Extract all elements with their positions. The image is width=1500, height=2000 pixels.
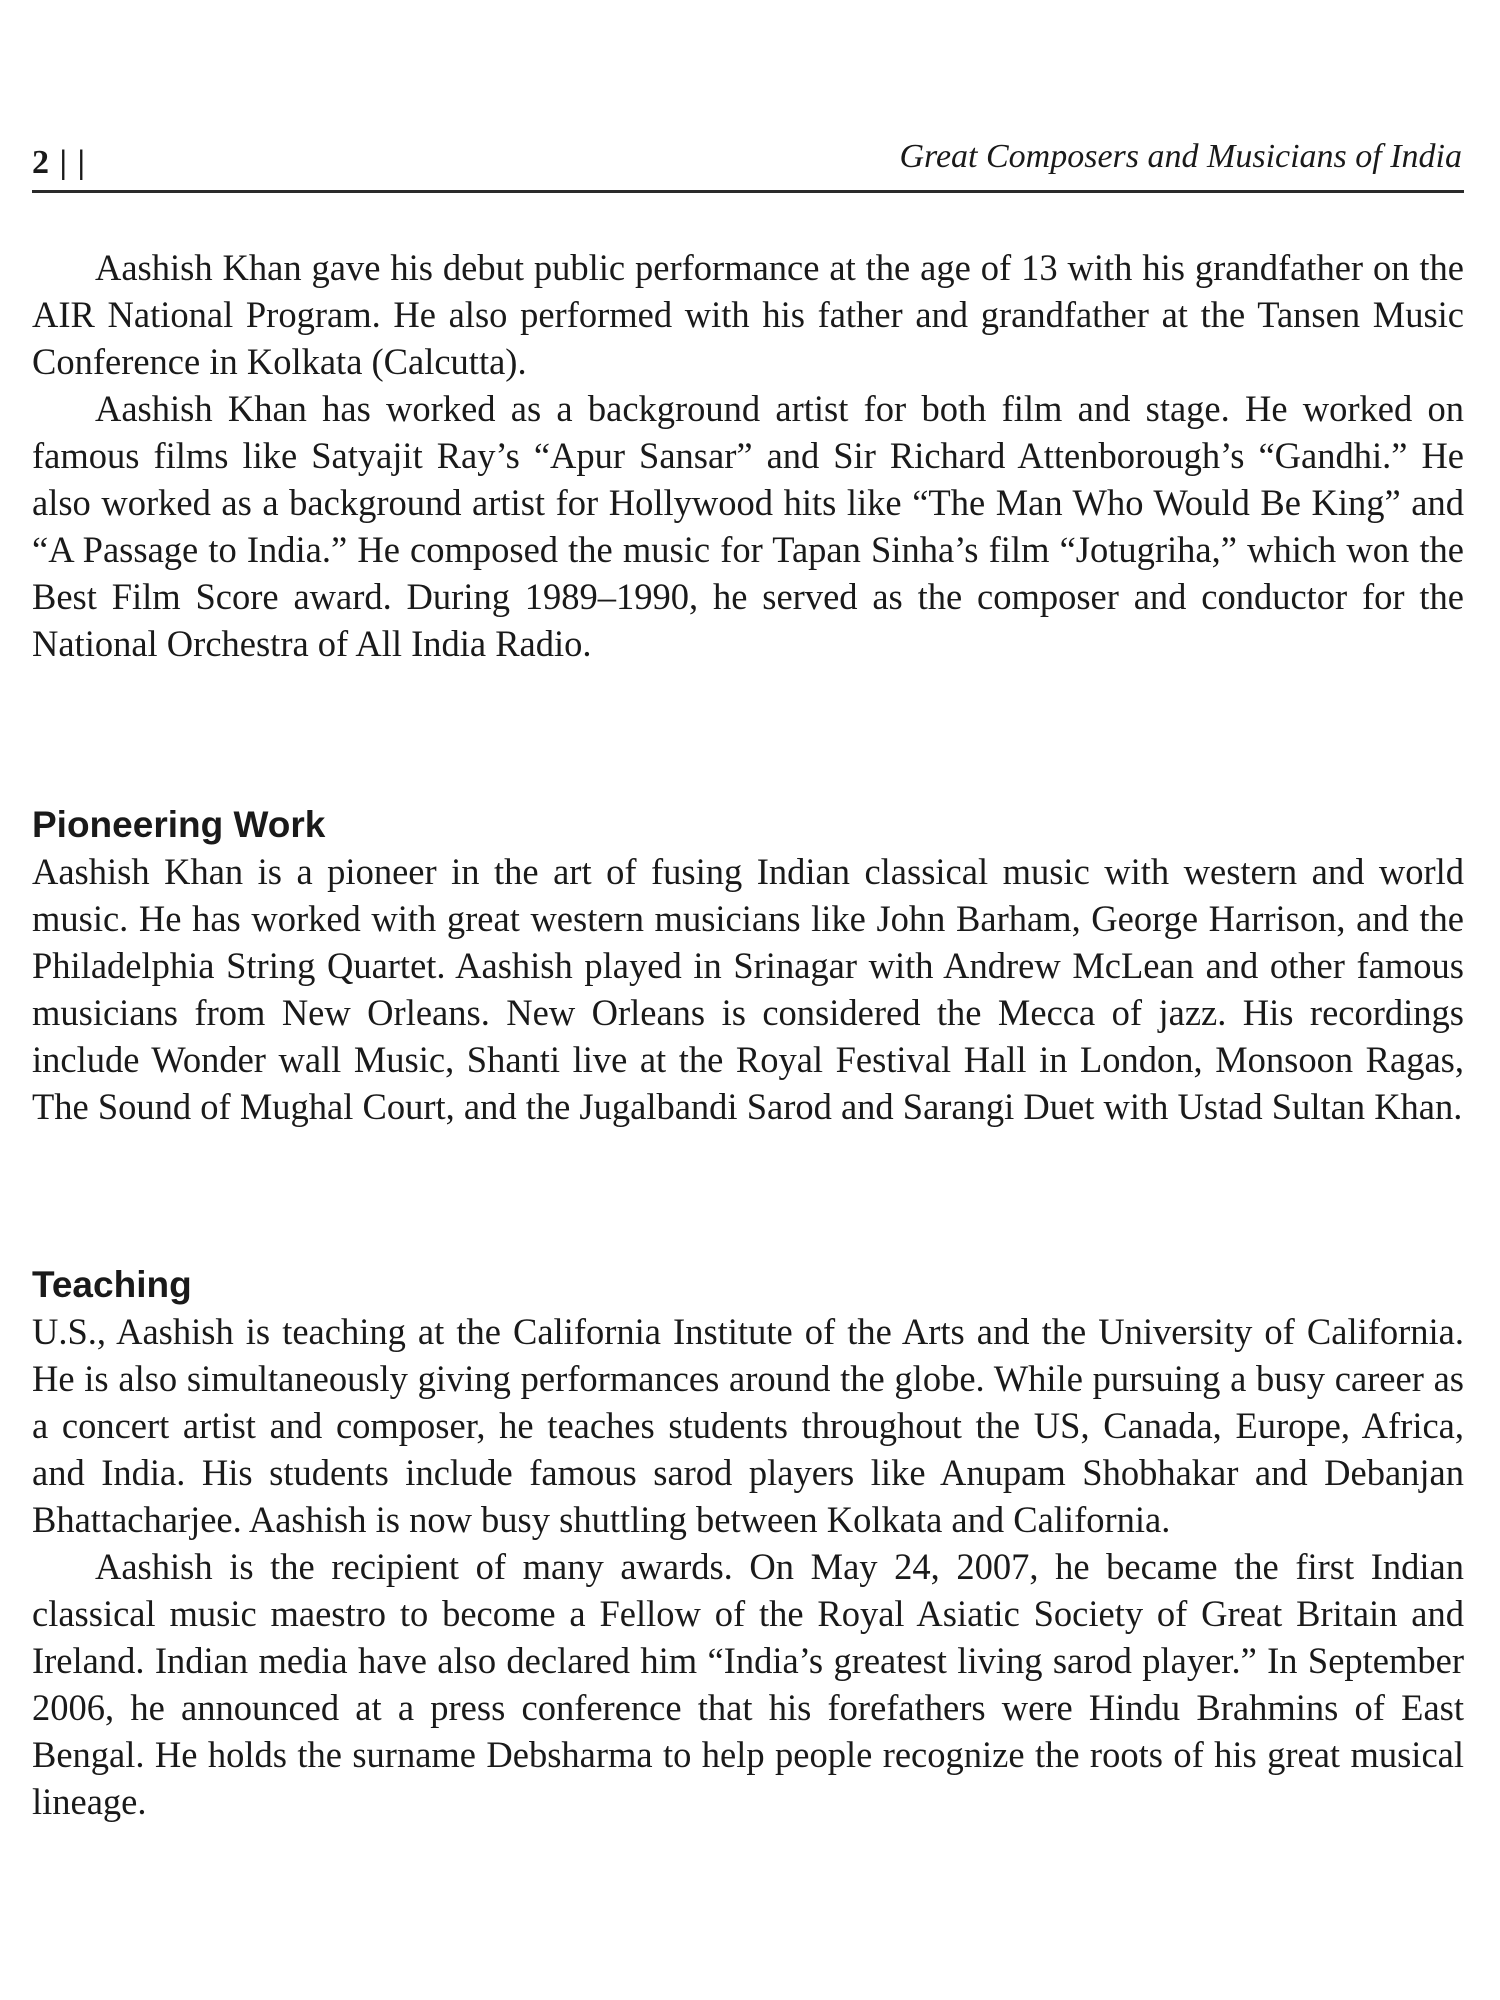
paragraph-fusion: Aashish Khan is a pioneer in the art of fusing Indian classical music with western and world music. He has worked with great western musicians like John Barham, George Harrison, and the Philadelphia String Quartet. Aashish played in Srinagar with Andrew McLean and other famous musicians from New Orleans. New Orleans is considered the Mecca of jazz. His recordings include Wonder wall Music, Shanti live at the Royal Festival Hall in London, Monsoon Ragas, The Sound of Mughal Court, and the Jugalbandi Sarod and Sarangi Duet with Ustad Sultan Khan. <box>32 851 1464 1127</box>
paragraph-background-artist: Aashish Khan has worked as a background artist for both film and stage. He worked on famous films like Satyajit Ray’s “Apur Sansar” and Sir Richard Attenborough’s “Gandhi.” He also worked as a background artist for Hollywood hits like “The Man Who Would Be King” and “A Passage to India.” He composed the music for Tapan Sinha’s film “Jotugriha,” which won the Best Film Score award. During 1989–1990, he served as the composer and conductor for the National Orchestra of All India Radio. <box>32 388 1464 664</box>
section-heading-pioneering-work: Pioneering Work <box>32 804 326 845</box>
paragraph-teaching: U.S., Aashish is teaching at the California Institute of the Arts and the University of California. He is also simultaneously giving performances around the globe. While pursuing a busy career as a concert artist and composer, he teaches students throughout the US, Canada, Europe, Africa, and India. His students include famous sarod players like Anupam Shobhakar and Debanjan Bhattacharjee. Aashish is now busy shuttling between Kolkata and California. <box>32 1311 1464 1540</box>
running-header <box>32 134 1464 193</box>
intro-section <box>32 244 1464 667</box>
running-title: Great Composers and Musicians of India <box>899 138 1462 175</box>
paragraph-debut: Aashish Khan gave his debut public performance at the age of 13 with his grandfather on the AIR National Program. He also performed with his father and grandfather at the Tansen Music Conference in Kolkata (Calcutta). <box>32 247 1464 382</box>
page-number: 2 | | <box>32 144 86 181</box>
pioneering-work-section <box>32 802 1464 1130</box>
section-heading-teaching: Teaching <box>32 1264 192 1305</box>
teaching-section <box>32 1262 1464 1825</box>
paragraph-awards: Aashish is the recipient of many awards. On May 24, 2007, he became the first Indian classical music maestro to become a Fellow of the Royal Asiatic Society of Great Britain and Ireland. Indian media have also declared him “India’s greatest living sarod player.” In September 2006, he announced at a press conference that his forefathers were Hindu Brahmins of East Bengal. He holds the surname Debsharma to help people recognize the roots of his great musical lineage. <box>32 1546 1464 1822</box>
book-page <box>32 0 1464 2000</box>
